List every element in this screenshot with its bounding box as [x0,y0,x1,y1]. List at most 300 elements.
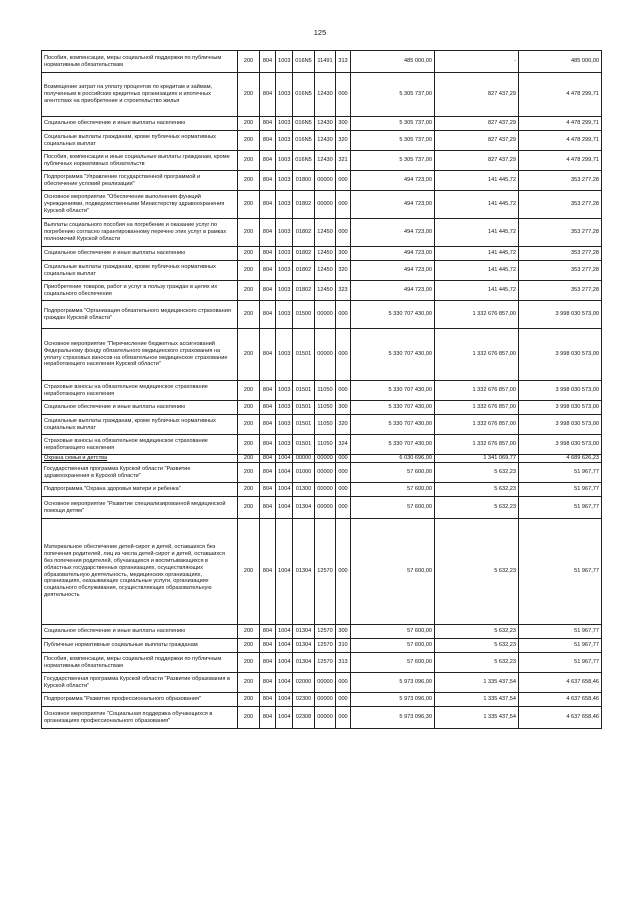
cell-section: 804 [260,117,276,131]
cell-section: 804 [260,497,276,519]
cell-subsection: 1004 [276,625,293,639]
cell-approved-amount: 494 723,00 [351,191,435,219]
cell-approved-amount: 5 330 707 430,00 [351,435,435,455]
cell-target-program: 01802 [293,247,315,261]
cell-approved-amount: 5 973 096,00 [351,673,435,693]
cell-expense-type: 000 [336,519,351,625]
cell-target-program: 01802 [293,219,315,247]
cell-target-program: 01304 [293,653,315,673]
cell-target-direction: 11050 [315,415,336,435]
cell-target-program: 016N5 [293,51,315,73]
cell-target-program: 01300 [293,483,315,497]
cell-expense-type: 310 [336,639,351,653]
cell-remaining-amount: 4 478 299,71 [519,73,602,117]
cell-description [42,625,238,639]
cell-target-direction: 12450 [315,281,336,301]
cell-section: 804 [260,51,276,73]
cell-description [42,247,238,261]
cell-subsection: 1003 [276,401,293,415]
cell-executed-amount: 827 437,29 [435,117,519,131]
cell-description [42,151,238,171]
description-text: Выплаты социального пособия на погребение и оказание услуг по погребению согласно гарантированному перечню этих услуг в рамках полномочий Курской области [44,222,227,242]
cell-expense-type: 320 [336,415,351,435]
cell-section: 804 [260,673,276,693]
cell-section: 804 [260,261,276,281]
description-text: Социальное обеспечение и иные выплаты населению [44,120,186,127]
cell-target-program: 02308 [293,707,315,729]
description-text: Социальные выплаты гражданам, кроме публичных нормативных социальных выплат [44,417,216,431]
cell-target-direction: 00000 [315,301,336,329]
cell-target-direction: 00000 [315,707,336,729]
cell-target-direction: 12570 [315,625,336,639]
cell-section: 804 [260,625,276,639]
table-row [42,171,602,191]
table-row [42,281,602,301]
cell-grbs: 200 [238,191,260,219]
cell-remaining-amount: 485 000,00 [519,51,602,73]
cell-description [42,51,238,73]
cell-remaining-amount: 353 277,28 [519,219,602,247]
cell-target-program: 01000 [293,463,315,483]
cell-target-direction: 12570 [315,519,336,625]
description-text: Пособия, компенсации, меры социальной поддержки по публичным нормативным обязательствам [44,655,222,669]
cell-section: 804 [260,131,276,151]
cell-approved-amount: 57 600,00 [351,519,435,625]
cell-remaining-amount: 3 998 030 573,00 [519,415,602,435]
table-row [42,639,602,653]
cell-description [42,131,238,151]
cell-target-direction: 00000 [315,171,336,191]
cell-expense-type: 000 [336,497,351,519]
cell-target-direction: 12450 [315,261,336,281]
cell-remaining-amount: 353 277,28 [519,281,602,301]
cell-executed-amount: 1 332 676 857,00 [435,435,519,455]
cell-remaining-amount: 4 637 658,46 [519,707,602,729]
cell-approved-amount: 57 600,00 [351,625,435,639]
cell-section: 804 [260,435,276,455]
table-row [42,435,602,455]
cell-executed-amount: 1 341 069,77 [435,455,519,463]
description-text: Публичные нормативные социальные выплаты гражданам [44,642,198,649]
cell-section: 804 [260,639,276,653]
cell-grbs: 200 [238,151,260,171]
description-text: Приобретение товаров, работ и услуг в пользу граждан в целях их социального обеспечения [44,283,218,297]
description-text: Социальное обеспечение и иные выплаты населению [44,628,186,635]
cell-remaining-amount: 3 998 030 573,00 [519,329,602,381]
cell-expense-type: 300 [336,117,351,131]
table-row [42,151,602,171]
cell-grbs: 200 [238,673,260,693]
cell-target-program: 00000 [293,455,315,463]
table-row [42,73,602,117]
cell-description [42,219,238,247]
table-row [42,247,602,261]
table-row [42,51,602,73]
cell-approved-amount: 494 723,00 [351,219,435,247]
cell-target-program: 01304 [293,625,315,639]
cell-grbs: 200 [238,261,260,281]
cell-expense-type: 313 [336,51,351,73]
cell-section: 804 [260,219,276,247]
cell-section: 804 [260,693,276,707]
table-row [42,463,602,483]
cell-approved-amount: 494 723,00 [351,171,435,191]
cell-approved-amount: 6 030 696,00 [351,455,435,463]
cell-section: 804 [260,653,276,673]
cell-target-direction: 12430 [315,131,336,151]
cell-target-direction: 00000 [315,455,336,463]
cell-description [42,653,238,673]
cell-executed-amount: 1 332 676 857,00 [435,401,519,415]
cell-subsection: 1003 [276,117,293,131]
budget-table [41,50,602,729]
cell-grbs: 200 [238,497,260,519]
table-row [42,519,602,625]
cell-expense-type: 320 [336,261,351,281]
cell-remaining-amount: 51 967,77 [519,483,602,497]
table-row [42,191,602,219]
cell-target-program: 01501 [293,435,315,455]
cell-section: 804 [260,329,276,381]
cell-grbs: 200 [238,219,260,247]
cell-approved-amount: 5 305 737,00 [351,117,435,131]
cell-executed-amount: 1 332 676 857,00 [435,381,519,401]
cell-expense-type: 321 [336,151,351,171]
cell-description [42,435,238,455]
cell-section: 804 [260,151,276,171]
table-row [42,261,602,281]
cell-subsection: 1004 [276,497,293,519]
cell-grbs: 200 [238,131,260,151]
cell-target-program: 01500 [293,301,315,329]
cell-grbs: 200 [238,415,260,435]
table-row [42,625,602,639]
cell-subsection: 1004 [276,693,293,707]
table-row [42,381,602,401]
table-row [42,483,602,497]
cell-description [42,483,238,497]
cell-section: 804 [260,281,276,301]
cell-section: 804 [260,415,276,435]
cell-grbs: 200 [238,329,260,381]
cell-description [42,497,238,519]
cell-description [42,191,238,219]
cell-target-program: 01802 [293,281,315,301]
cell-executed-amount: 1 332 676 857,00 [435,301,519,329]
cell-target-direction: 11050 [315,381,336,401]
cell-executed-amount: 141 445,72 [435,247,519,261]
cell-grbs: 200 [238,401,260,415]
cell-subsection: 1003 [276,191,293,219]
cell-remaining-amount: 51 967,77 [519,625,602,639]
cell-grbs: 200 [238,51,260,73]
cell-description [42,401,238,415]
cell-grbs: 200 [238,519,260,625]
cell-target-direction: 12450 [315,247,336,261]
cell-target-program: 016N5 [293,117,315,131]
cell-target-direction: 11491 [315,51,336,73]
cell-target-program: 016N5 [293,131,315,151]
cell-grbs: 200 [238,625,260,639]
cell-subsection: 1003 [276,171,293,191]
table-row [42,673,602,693]
cell-executed-amount: 1 335 437,54 [435,673,519,693]
cell-subsection: 1004 [276,455,293,463]
cell-target-program: 01501 [293,401,315,415]
cell-expense-type: 000 [336,73,351,117]
cell-section: 804 [260,247,276,261]
cell-expense-type: 000 [336,301,351,329]
cell-expense-type: 313 [336,653,351,673]
description-text: Государственная программа Курской области "Развитие образования в Курской области" [44,675,230,689]
cell-subsection: 1003 [276,261,293,281]
cell-approved-amount: 5 305 737,00 [351,131,435,151]
description-text: Основное мероприятие "Перечисление бюджетных ассигнований Федеральному фонду обязательного медицинского страхования на уплату страховых взносов на обязательное медицинское страхование неработающего населения Курской области" [44,340,228,368]
description-text: Основное мероприятие "Обеспечение выполнения функций учреждениями, подведомственными Министерству здравоохранения Курской области" [44,194,225,214]
cell-target-direction: 12430 [315,151,336,171]
cell-grbs: 200 [238,73,260,117]
cell-section: 804 [260,381,276,401]
description-text: Охрана семьи и детства [44,455,108,462]
cell-description [42,707,238,729]
cell-remaining-amount: 4 637 658,46 [519,673,602,693]
cell-approved-amount: 5 330 707 430,00 [351,329,435,381]
cell-subsection: 1003 [276,151,293,171]
cell-target-direction: 12570 [315,653,336,673]
cell-executed-amount: 1 335 437,54 [435,693,519,707]
cell-expense-type: 000 [336,707,351,729]
cell-executed-amount: 1 332 676 857,00 [435,329,519,381]
description-text: Страховые взносы на обязательное медицинское страхование неработающего населения [44,437,208,451]
table-row [42,131,602,151]
cell-executed-amount: 1 332 676 857,00 [435,415,519,435]
cell-target-program: 01501 [293,329,315,381]
cell-grbs: 200 [238,117,260,131]
cell-subsection: 1003 [276,435,293,455]
cell-description [42,381,238,401]
cell-expense-type: 300 [336,247,351,261]
table-row [42,329,602,381]
cell-executed-amount: 5 632,23 [435,625,519,639]
cell-target-program: 01304 [293,639,315,653]
table-body [42,51,602,729]
cell-target-direction: 12450 [315,219,336,247]
description-text: Подпрограмма "Организация обязательного медицинского страхования граждан Курской области" [44,307,231,321]
description-text: Материальное обеспечение детей-сирот и детей, оставшихся без попечения родителей, лиц из числа детей-сирот и детей, оставшихся без попечения родителей, обучающихся и воспитывающихся в областных государственных организациях, осуществляющих образовательную деятельность, медицинских организациях, организациях, оказывающих социальные услуги, организациях социального обслуживания, осуществляющих образовательную деятельность [44,544,225,598]
cell-target-direction: 00000 [315,329,336,381]
table-row [42,301,602,329]
cell-subsection: 1003 [276,281,293,301]
cell-subsection: 1003 [276,73,293,117]
cell-target-program: 02300 [293,693,315,707]
cell-expense-type: 000 [336,329,351,381]
cell-subsection: 1004 [276,519,293,625]
cell-executed-amount: 141 445,72 [435,261,519,281]
cell-expense-type: 000 [336,483,351,497]
cell-target-direction: 00000 [315,673,336,693]
cell-approved-amount: 57 600,00 [351,497,435,519]
cell-grbs: 200 [238,693,260,707]
cell-expense-type: 000 [336,381,351,401]
cell-section: 804 [260,463,276,483]
cell-target-program: 01304 [293,497,315,519]
table-row [42,219,602,247]
cell-approved-amount: 57 600,00 [351,463,435,483]
cell-description [42,519,238,625]
cell-description [42,329,238,381]
description-text: Социальные выплаты гражданам, кроме публичных нормативных социальных выплат [44,133,216,147]
cell-remaining-amount: 51 967,77 [519,497,602,519]
table-row [42,707,602,729]
cell-remaining-amount: 353 277,28 [519,261,602,281]
cell-expense-type: 000 [336,693,351,707]
cell-target-direction: 11050 [315,435,336,455]
cell-remaining-amount: 353 277,28 [519,247,602,261]
description-text: Социальное обеспечение и иные выплаты населению [44,404,186,411]
description-text: Основное мероприятие "Развитие специализированной медицинской помощи детям" [44,500,226,514]
cell-section: 804 [260,401,276,415]
cell-executed-amount: 5 632,23 [435,483,519,497]
cell-target-direction: 12430 [315,117,336,131]
cell-executed-amount: 827 437,29 [435,151,519,171]
cell-target-direction: 11050 [315,401,336,415]
cell-expense-type: 000 [336,673,351,693]
cell-grbs: 200 [238,301,260,329]
cell-expense-type: 000 [336,455,351,463]
cell-grbs: 200 [238,653,260,673]
cell-remaining-amount: 3 998 030 573,00 [519,435,602,455]
cell-executed-amount: 141 445,72 [435,281,519,301]
cell-executed-amount: 827 437,29 [435,73,519,117]
description-text: Подпрограмма "Управление государственной программой и обеспечение условий реализации" [44,173,201,187]
cell-expense-type: 300 [336,401,351,415]
cell-grbs: 200 [238,247,260,261]
cell-executed-amount: 141 445,72 [435,191,519,219]
cell-executed-amount: 5 632,23 [435,463,519,483]
cell-section: 804 [260,73,276,117]
cell-remaining-amount: 3 998 030 573,00 [519,381,602,401]
cell-description [42,281,238,301]
description-text: Государственная программа Курской области "Развитие здравоохранения в Курской области" [44,465,191,479]
cell-approved-amount: 57 600,00 [351,639,435,653]
cell-target-program: 01501 [293,381,315,401]
cell-approved-amount: 5 330 707 430,00 [351,381,435,401]
cell-description [42,73,238,117]
cell-grbs: 200 [238,483,260,497]
cell-subsection: 1003 [276,219,293,247]
cell-grbs: 200 [238,639,260,653]
cell-subsection: 1003 [276,131,293,151]
cell-approved-amount: 57 600,00 [351,653,435,673]
cell-remaining-amount: 4 689 626,23 [519,455,602,463]
table-row [42,693,602,707]
cell-section: 804 [260,455,276,463]
cell-target-direction: 00000 [315,483,336,497]
cell-approved-amount: 57 600,00 [351,483,435,497]
cell-target-program: 016N5 [293,151,315,171]
table-row [42,117,602,131]
cell-executed-amount: 1 335 437,54 [435,707,519,729]
cell-target-program: 016N5 [293,73,315,117]
cell-target-direction: 00000 [315,693,336,707]
description-text: Подпрограмма "Развитие профессионального образования" [44,696,202,703]
cell-subsection: 1004 [276,673,293,693]
description-text: Социальное обеспечение и иные выплаты населению [44,250,186,257]
cell-approved-amount: 494 723,00 [351,247,435,261]
cell-remaining-amount: 4 637 658,46 [519,693,602,707]
cell-subsection: 1004 [276,707,293,729]
cell-approved-amount: 485 000,00 [351,51,435,73]
cell-approved-amount: 494 723,00 [351,281,435,301]
cell-grbs: 200 [238,281,260,301]
cell-executed-amount: 141 445,72 [435,219,519,247]
cell-remaining-amount: 4 478 299,71 [519,131,602,151]
cell-subsection: 1003 [276,247,293,261]
description-text: Возмещение затрат на уплату процентов по кредитам и займам, полученным в российских кредитных организациях и ипотечных агентствах на приобретение и строительство жилья [44,84,213,104]
cell-target-direction: 00000 [315,191,336,219]
table-row [42,455,602,463]
description-text: Страховые взносы на обязательное медицинское страхование неработающего населения [44,383,208,397]
cell-subsection: 1003 [276,51,293,73]
cell-target-program: 01304 [293,519,315,625]
cell-expense-type: 300 [336,625,351,639]
cell-description [42,117,238,131]
cell-target-program: 02000 [293,673,315,693]
cell-expense-type: 000 [336,463,351,483]
cell-section: 804 [260,483,276,497]
cell-grbs: 200 [238,707,260,729]
description-text: Подпрограмма "Охрана здоровья матери и ребенка" [44,486,181,493]
description-text: Пособия, компенсации, меры социальной поддержки по публичным нормативным обязательствам [44,54,222,68]
cell-remaining-amount: 51 967,77 [519,463,602,483]
cell-approved-amount: 5 973 096,00 [351,693,435,707]
cell-grbs: 200 [238,463,260,483]
cell-subsection: 1003 [276,301,293,329]
cell-description [42,673,238,693]
cell-target-direction: 00000 [315,463,336,483]
cell-section: 804 [260,519,276,625]
cell-remaining-amount: 4 478 299,71 [519,117,602,131]
cell-grbs: 200 [238,455,260,463]
cell-subsection: 1004 [276,653,293,673]
cell-section: 804 [260,707,276,729]
cell-description [42,693,238,707]
cell-subsection: 1003 [276,381,293,401]
cell-expense-type: 000 [336,191,351,219]
cell-expense-type: 324 [336,435,351,455]
cell-description [42,463,238,483]
page-number: 125 [313,28,327,37]
cell-remaining-amount: 51 967,77 [519,639,602,653]
cell-remaining-amount: 51 967,77 [519,519,602,625]
cell-target-program: 01802 [293,261,315,281]
table-row [42,401,602,415]
cell-approved-amount: 5 330 707 430,00 [351,301,435,329]
cell-target-program: 01800 [293,171,315,191]
table-row [42,497,602,519]
cell-executed-amount: 5 632,23 [435,497,519,519]
cell-expense-type: 000 [336,219,351,247]
cell-expense-type: 320 [336,131,351,151]
cell-description [42,415,238,435]
cell-section: 804 [260,301,276,329]
cell-remaining-amount: 4 478 299,71 [519,151,602,171]
cell-section: 804 [260,191,276,219]
cell-expense-type: 000 [336,171,351,191]
cell-description [42,171,238,191]
description-text: Основное мероприятие "Социальная поддержка обучающихся в организациях профессионального образования" [44,710,213,724]
cell-approved-amount: 5 973 096,30 [351,707,435,729]
